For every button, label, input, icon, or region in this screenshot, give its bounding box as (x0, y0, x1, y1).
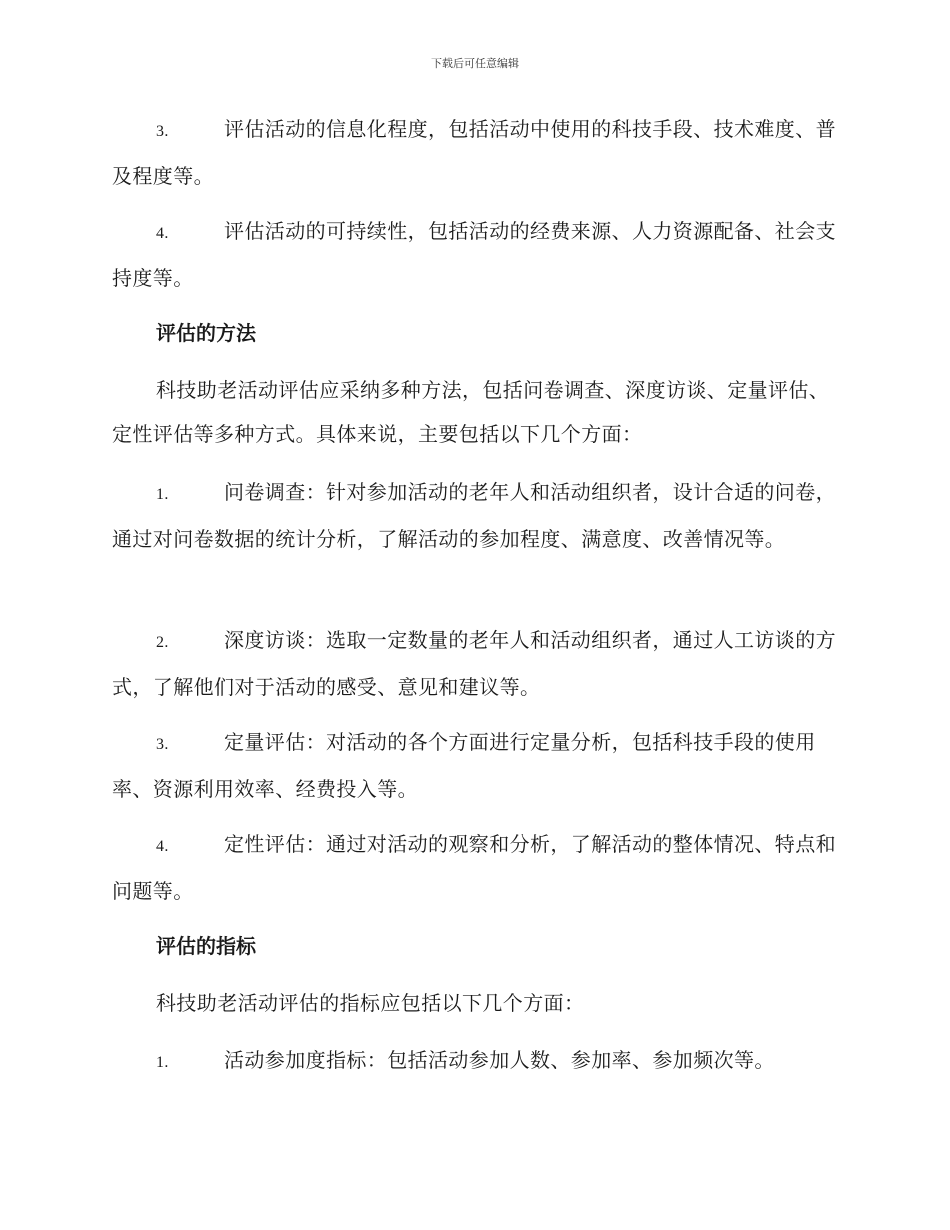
section-heading-methods: 评估的方法 (156, 321, 256, 345)
list-text: 评估活动的信息化程度，包括活动中使用的科技手段、技术难度、普及程度等。 (112, 117, 836, 188)
list-item (112, 618, 842, 709)
list-item (112, 107, 842, 198)
list-number: 3. (156, 736, 169, 753)
methods-intro-paragraph: 科技助老活动评估应采纳多种方法，包括问卷调查、深度访谈、定量评估、定性评估等多种方式。具体来说，主要包括以下几个方面： (112, 378, 830, 446)
list-number: 4. (156, 838, 169, 855)
section-heading-indicators: 评估的指标 (156, 934, 256, 958)
list-text: 问卷调查：针对参加活动的老年人和活动组织者，设计合适的问卷，通过对问卷数据的统计分析，了解活动的参加程度、满意度、改善情况等。 (112, 480, 836, 551)
list-text: 活动参加度指标：包括活动参加人数、参加率、参加频次等。 (224, 1048, 775, 1072)
list-number: 1. (156, 1054, 169, 1071)
list-item (112, 209, 842, 300)
list-text: 定性评估：通过对活动的观察和分析，了解活动的整体情况、特点和问题等。 (112, 832, 836, 903)
list-number: 1. (156, 486, 169, 503)
indicators-intro-paragraph: 科技助老活动评估的指标应包括以下几个方面： (156, 991, 585, 1015)
list-text: 定量评估：对活动的各个方面进行定量分析，包括科技手段的使用率、资源利用效率、经费投入等。 (112, 730, 816, 801)
list-item (112, 720, 842, 811)
list-number: 2. (156, 634, 169, 651)
list-number: 4. (156, 225, 169, 242)
list-text: 评估活动的可持续性，包括活动的经费来源、人力资源配备、社会支持度等。 (112, 219, 836, 290)
list-number: 3. (156, 123, 169, 140)
list-item (112, 1038, 842, 1085)
list-text: 深度访谈：选取一定数量的老年人和活动组织者，通过人工访谈的方式，了解他们对于活动的感受、意见和建议等。 (112, 628, 836, 699)
list-item (112, 470, 842, 561)
page-header: 下载后可任意编辑 (431, 57, 519, 70)
list-item (112, 822, 842, 913)
